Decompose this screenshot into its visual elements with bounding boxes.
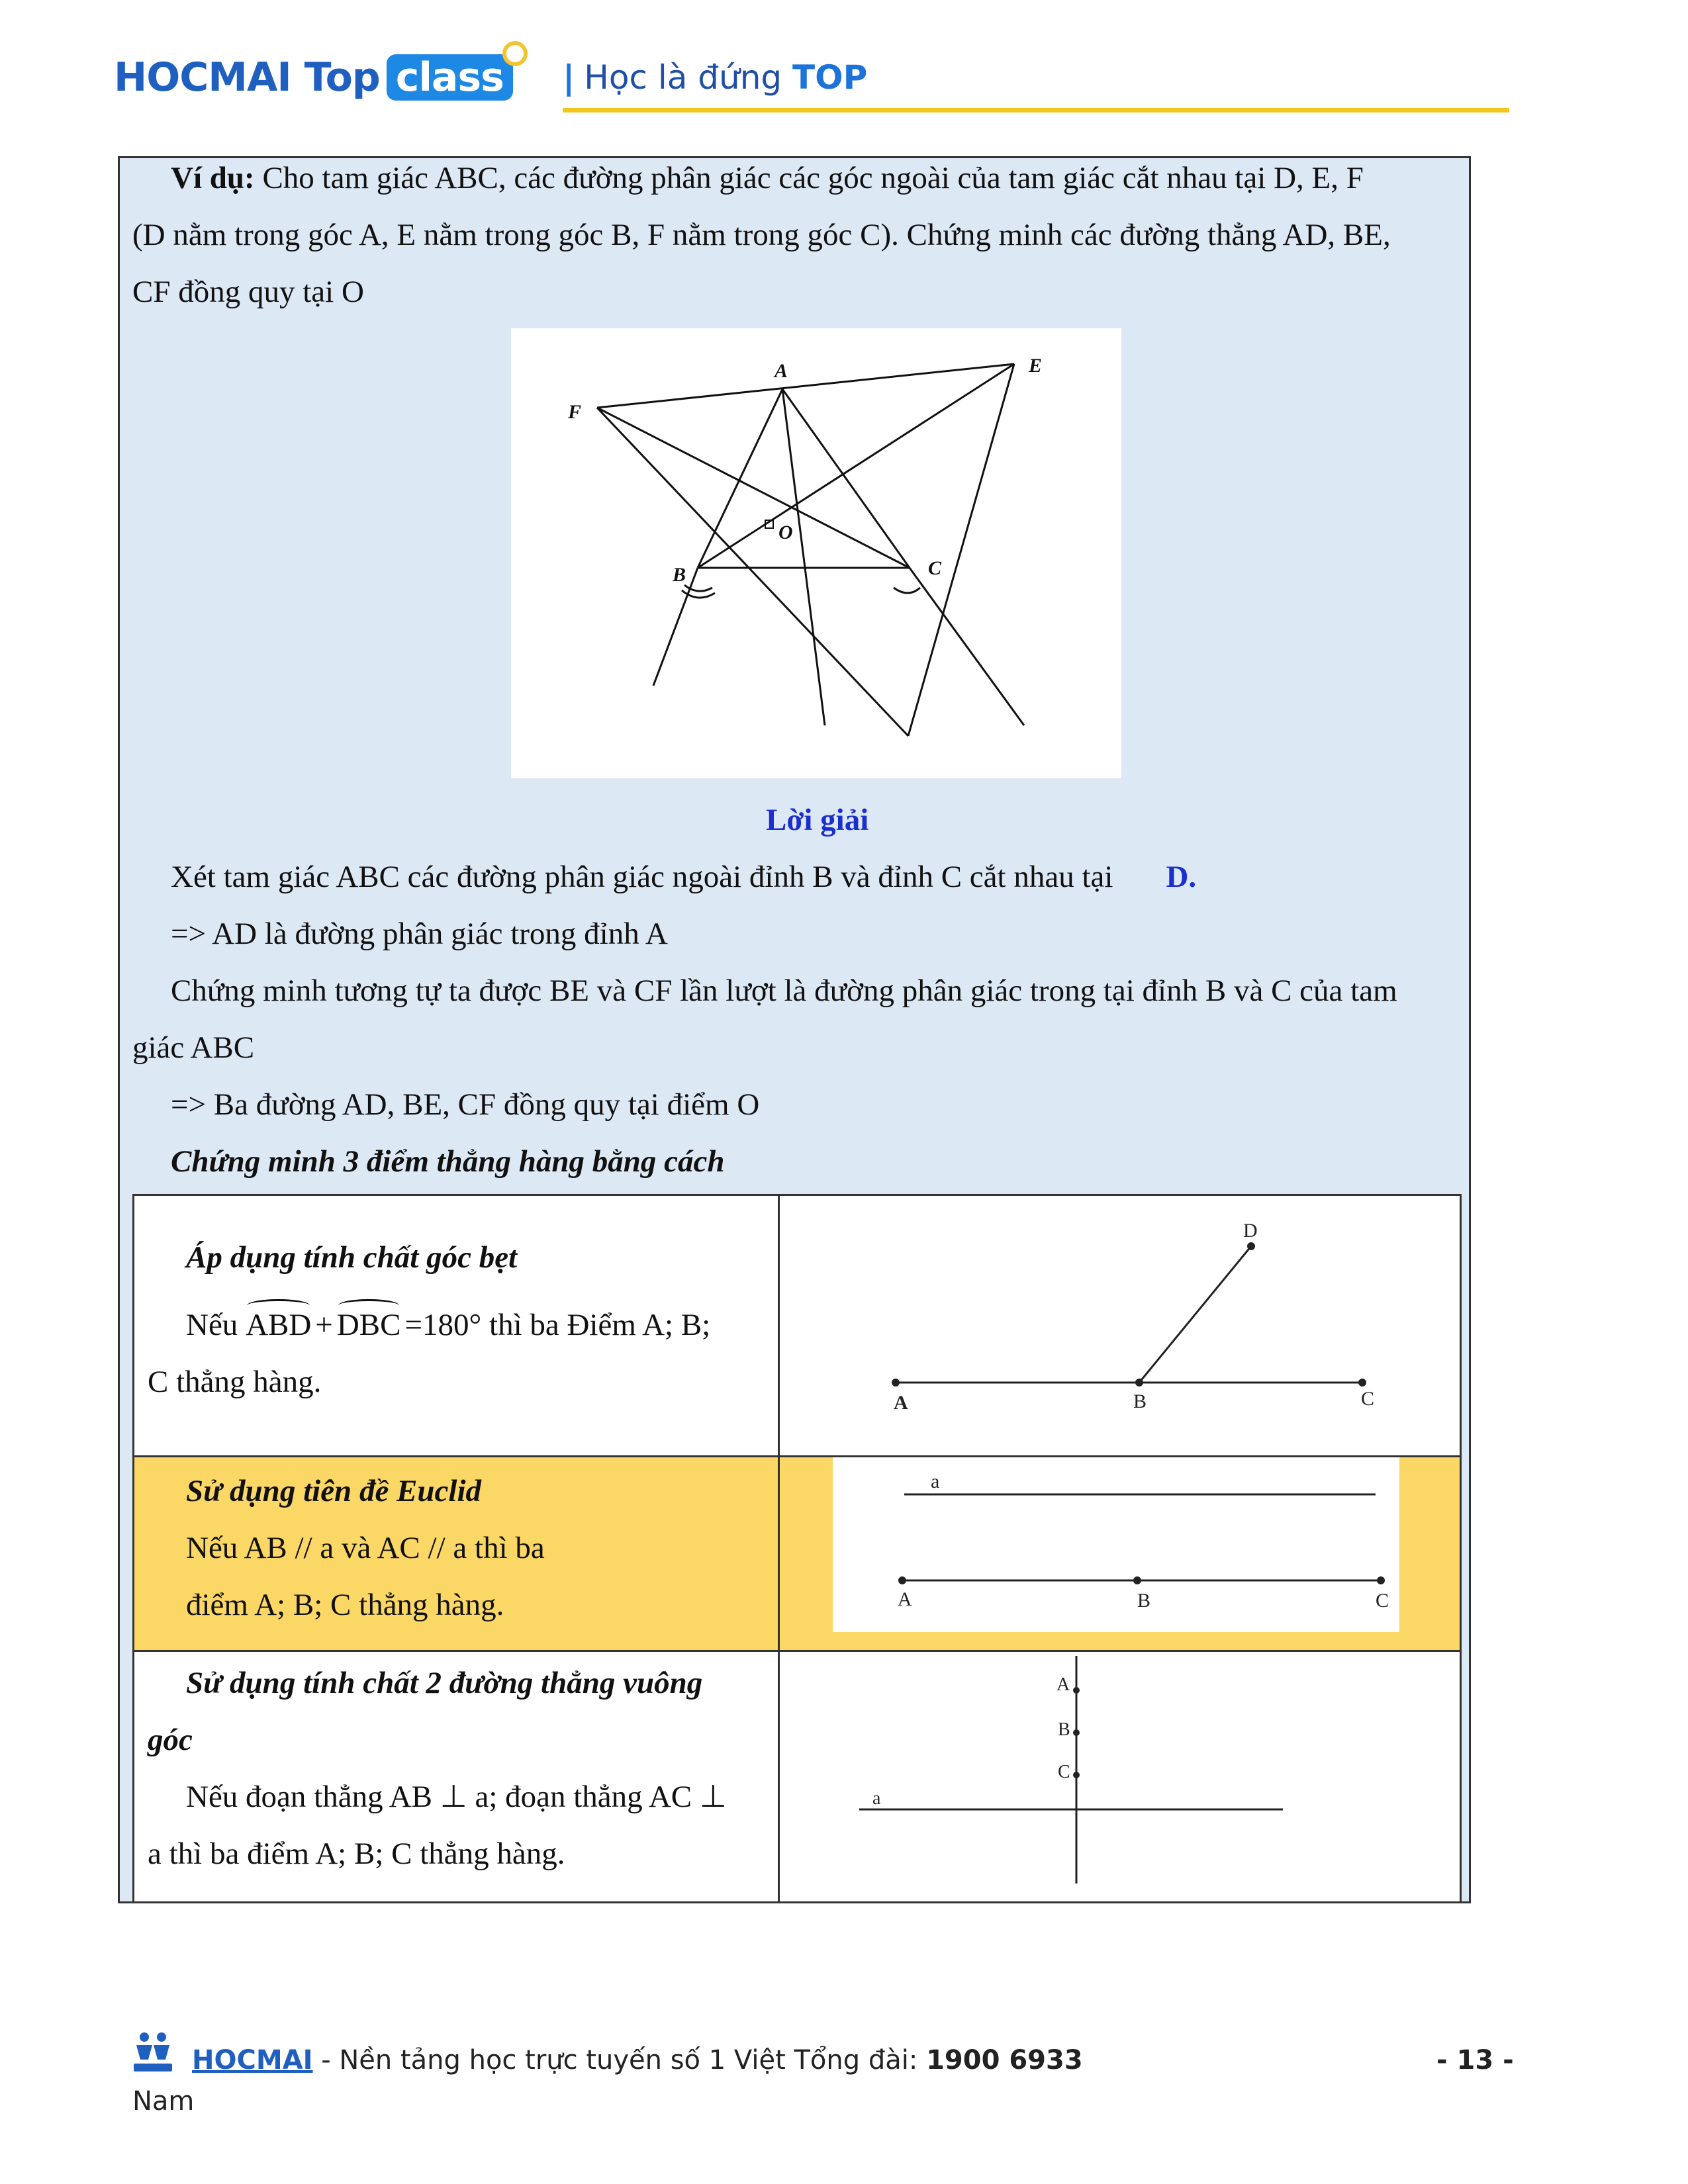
row-2-text-1: Nếu AB // a và AC // a thì ba bbox=[186, 1531, 545, 1565]
figure-label-o: O bbox=[778, 522, 793, 543]
angle-dbc: DBC bbox=[337, 1297, 401, 1353]
angle-abd: ABD bbox=[246, 1297, 311, 1353]
fig1-label-d: D bbox=[1243, 1220, 1258, 1242]
solution-line-1: Xét tam giác ABC các đường phân giác ngoài đỉnh B và đỉnh C cắt nhau tại D. bbox=[171, 860, 1197, 894]
triangle-figure bbox=[511, 328, 1121, 778]
page-number: - 13 - bbox=[1436, 2045, 1514, 2075]
perpendicular-diagram bbox=[780, 1652, 1459, 1899]
table-cell-text bbox=[134, 1457, 780, 1650]
solution-line-6: Chứng minh 3 điểm thẳng hàng bằng cách bbox=[171, 1144, 725, 1179]
solution-line-4: giác ABC bbox=[132, 1030, 255, 1065]
table-row bbox=[134, 1457, 1460, 1652]
fig3-label-a-line: a bbox=[872, 1788, 881, 1809]
fig2-label-c: C bbox=[1376, 1590, 1389, 1612]
footer-text: HOCMAI - Nền tảng học trực tuyến số 1 Việt Tổng đài: 1900 6933 bbox=[192, 2045, 1083, 2075]
figure-label-a: A bbox=[774, 360, 788, 382]
solution-line-3: Chứng minh tương tự ta được BE và CF lần lượt là đường phân giác trong tại đỉnh B và C của tam bbox=[171, 974, 1397, 1008]
slogan: | Học là đứng TOP bbox=[563, 58, 868, 97]
table-cell-figure bbox=[780, 1652, 1460, 1901]
methods-table bbox=[132, 1194, 1462, 1903]
fig1-label-b: B bbox=[1133, 1390, 1147, 1412]
fig1-label-c: C bbox=[1361, 1388, 1375, 1410]
fig3-label-c: C bbox=[1058, 1762, 1070, 1782]
euclid-diagram bbox=[780, 1457, 1459, 1650]
fig2-label-a: A bbox=[898, 1588, 912, 1610]
solution-line-5: => Ba đường AD, BE, CF đồng quy tại điểm O bbox=[171, 1087, 760, 1122]
fig2-label-a-line: a bbox=[931, 1471, 940, 1492]
people-icon bbox=[130, 2030, 176, 2074]
fig3-label-b: B bbox=[1058, 1719, 1070, 1740]
brand-logo bbox=[114, 54, 513, 101]
row-1-title: Áp dụng tính chất góc bẹt bbox=[186, 1240, 518, 1275]
example-line-3: CF đồng quy tại O bbox=[132, 275, 364, 309]
figure-label-b: B bbox=[673, 564, 686, 586]
row-1-text-1: Nếu ABD + DBC =180° thì ba Điểm A; B; bbox=[186, 1297, 710, 1353]
table-row bbox=[134, 1196, 1460, 1457]
triangle-diagram bbox=[511, 328, 1121, 778]
sun-icon bbox=[502, 41, 528, 66]
fig2-label-b: B bbox=[1137, 1590, 1151, 1612]
row-2-text-2: điểm A; B; C thẳng hàng. bbox=[186, 1588, 504, 1622]
row-2-title: Sử dụng tiên đề Euclid bbox=[186, 1474, 482, 1508]
hocmai-logo bbox=[130, 2030, 176, 2074]
row-1-text-2: C thẳng hàng. bbox=[148, 1365, 322, 1399]
figure-label-f: F bbox=[568, 401, 582, 423]
row-3-text-2: a thì ba điểm A; B; C thẳng hàng. bbox=[148, 1837, 565, 1871]
table-cell-text bbox=[134, 1652, 780, 1901]
example-line-2: (D nằm trong góc A, E nằm trong góc B, F nằm trong góc C). Chứng minh các đường thẳng AD, BE, bbox=[132, 218, 1391, 252]
footer-text-line-2: Nam bbox=[132, 2086, 195, 2116]
straight-angle-diagram bbox=[780, 1196, 1459, 1455]
footer-phone: 1900 6933 bbox=[926, 2045, 1083, 2075]
table-cell-figure bbox=[780, 1196, 1460, 1455]
header-divider bbox=[563, 108, 1509, 113]
table-cell-text bbox=[134, 1196, 780, 1455]
table-row bbox=[134, 1652, 1460, 1901]
example-line-1: Ví dụ: Cho tam giác ABC, các đường phân giác các góc ngoài của tam giác cắt nhau tại D, E, F bbox=[171, 161, 1364, 195]
row-3-title-b: góc bbox=[148, 1723, 193, 1757]
figure-label-c: C bbox=[928, 557, 942, 579]
row-3-text-1: Nếu đoạn thẳng AB ⊥ a; đoạn thẳng AC ⊥ bbox=[186, 1780, 727, 1814]
brand-name: HOCMAI Top bbox=[114, 54, 380, 101]
solution-line-2: => AD là đường phân giác trong đỉnh A bbox=[171, 917, 668, 951]
fig3-label-a: A bbox=[1056, 1674, 1070, 1695]
table-cell-figure bbox=[780, 1457, 1460, 1650]
figure-label-e: E bbox=[1029, 355, 1043, 377]
brand-class-badge: class bbox=[387, 54, 513, 101]
hat-icon bbox=[338, 1299, 400, 1312]
hat-icon bbox=[247, 1299, 310, 1312]
fig1-label-a: A bbox=[894, 1392, 908, 1414]
footer-brand-link[interactable]: HOCMAI bbox=[192, 2045, 313, 2075]
solution-title: Lời giải bbox=[766, 803, 869, 837]
row-3-title-a: Sử dụng tính chất 2 đường thẳng vuông bbox=[186, 1666, 703, 1700]
